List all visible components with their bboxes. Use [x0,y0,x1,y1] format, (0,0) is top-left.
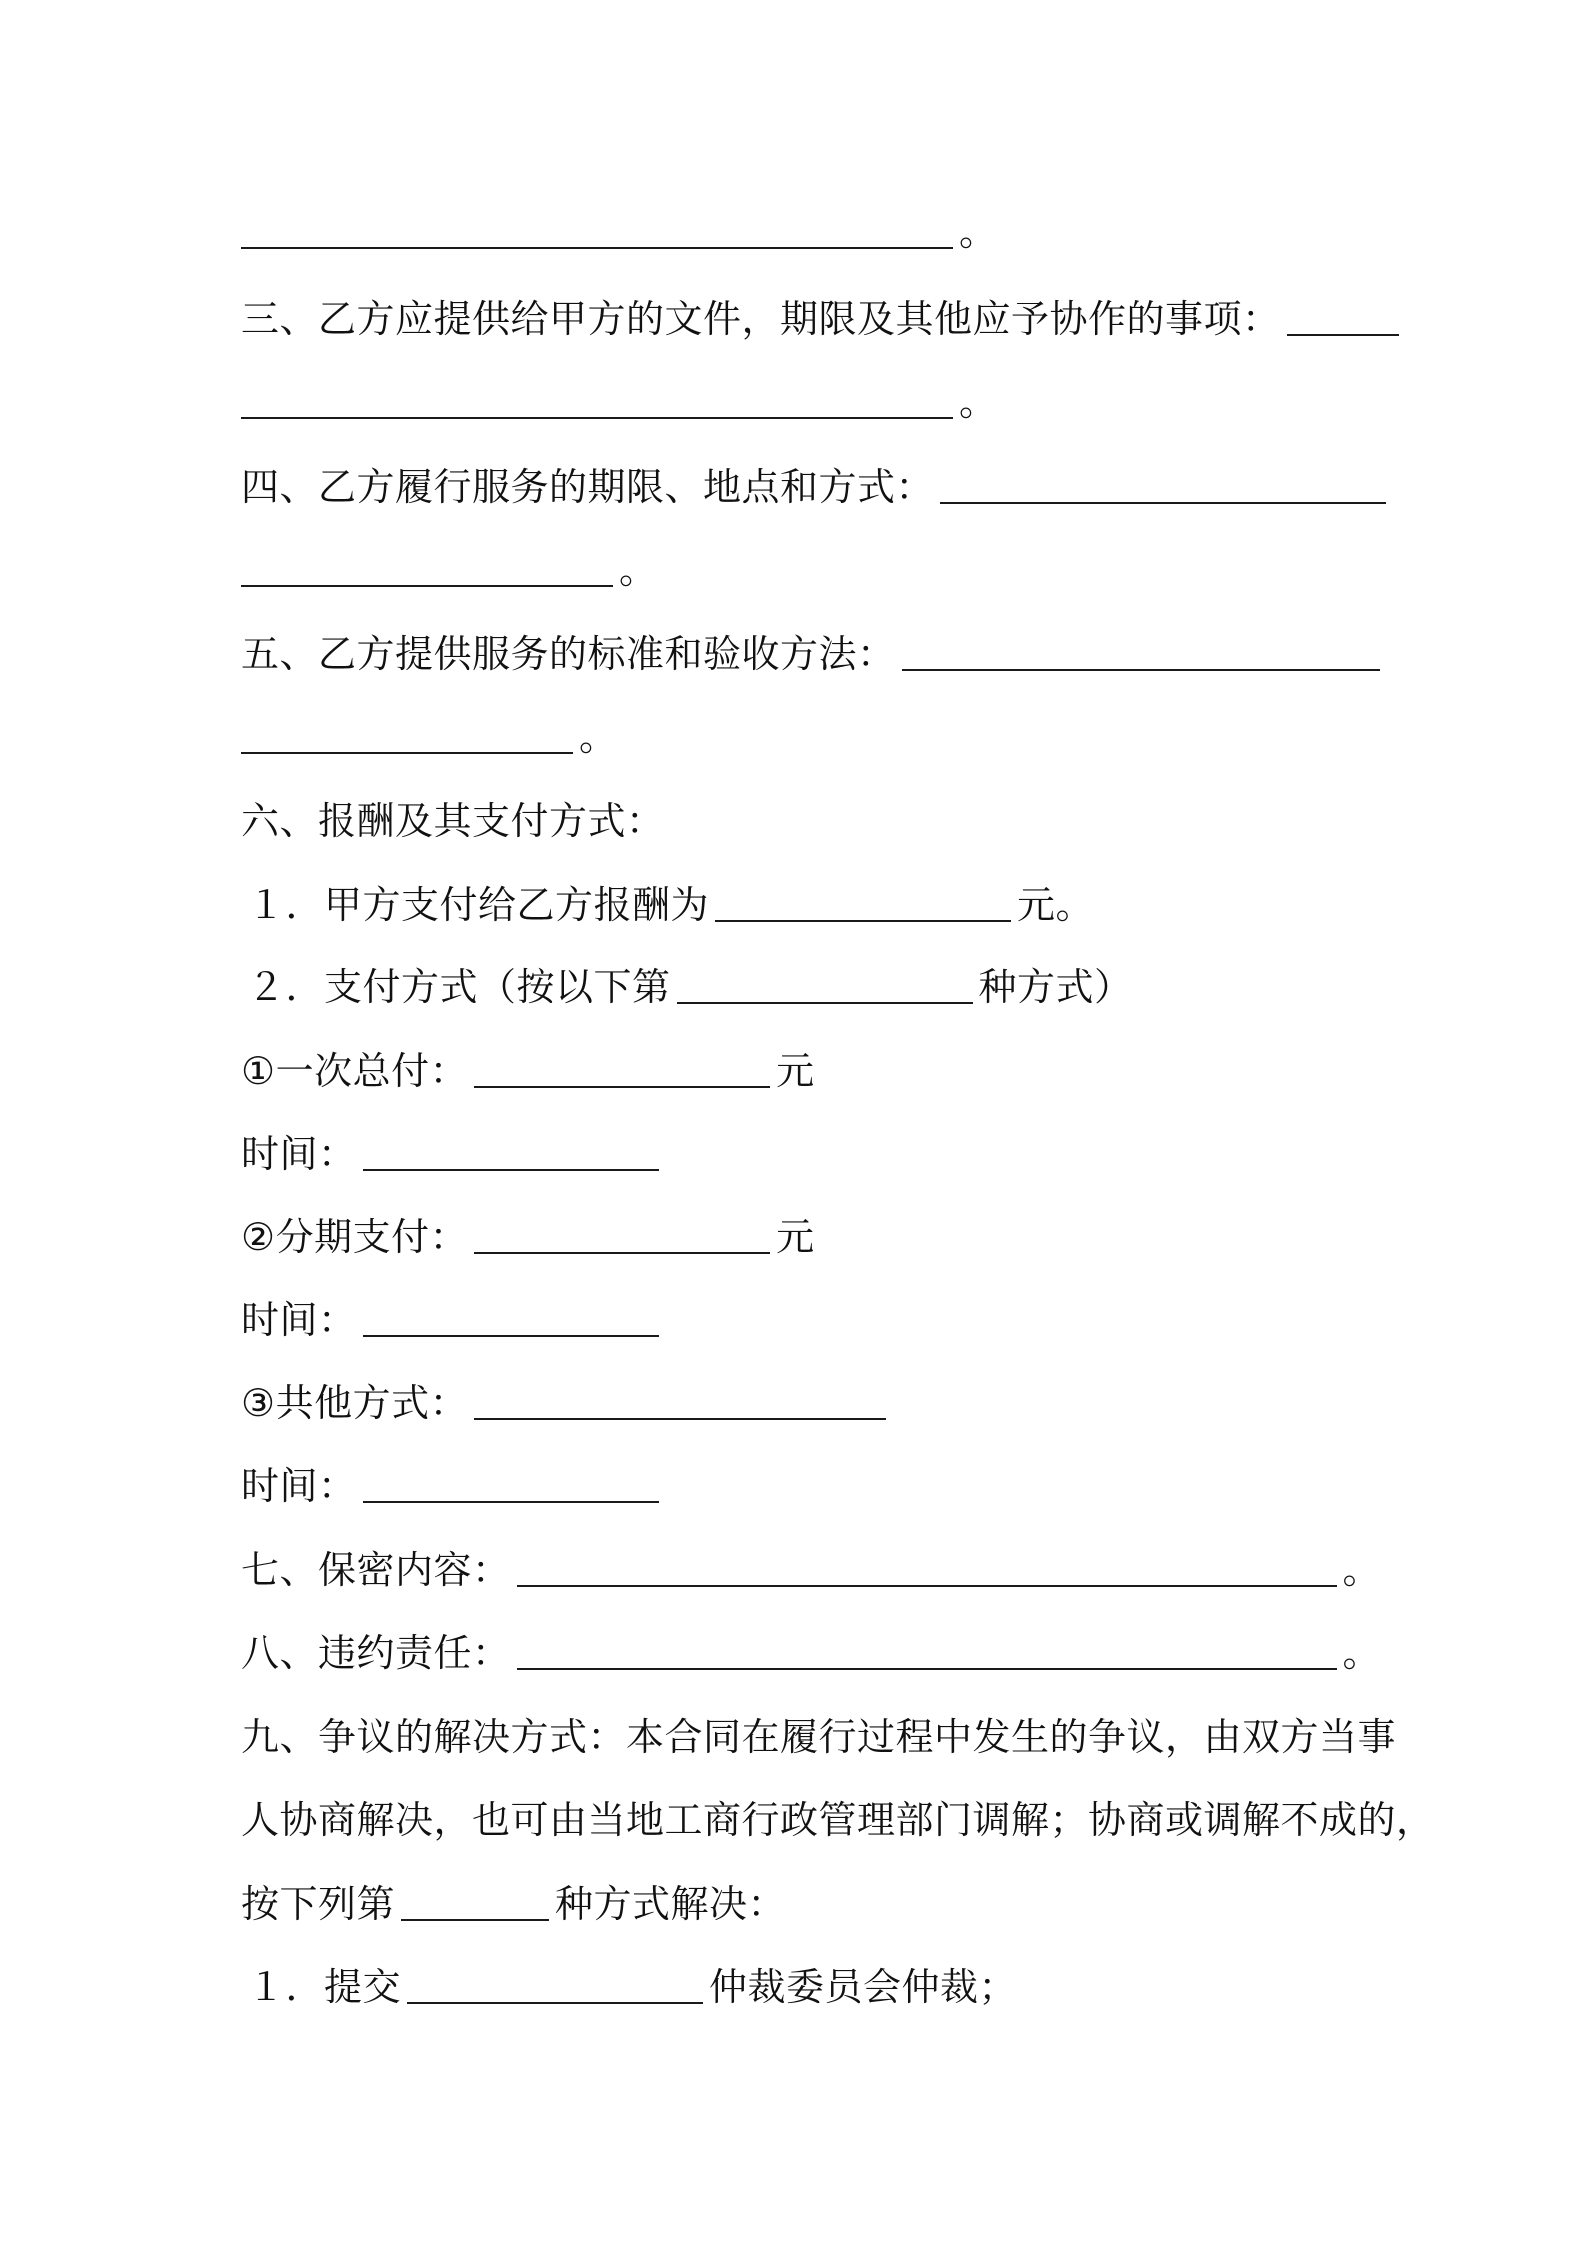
line-end-punct: 。 [579,715,618,759]
clause-5-continued-blank [241,700,618,760]
payment-amount-label: １．甲方支付给乙方报酬为 [247,883,710,927]
other-method-label: ③共他方式： [241,1381,469,1425]
fill-in-blank[interactable] [902,633,1380,671]
fill-in-blank[interactable] [241,381,953,419]
clause-9-choice-suffix: 种方式解决： [555,1882,787,1926]
fill-in-blank[interactable] [474,1382,886,1420]
clause-4-heading [241,450,1386,510]
payment-method-suffix: 种方式） [978,965,1133,1009]
time-label: 时间： [241,1298,357,1342]
payment-method-line [247,950,1133,1010]
fill-in-blank[interactable] [363,1465,659,1503]
time-label: 时间： [241,1464,357,1508]
time-label: 时间： [241,1132,357,1176]
fill-in-blank[interactable] [407,1966,703,2004]
clause-6-heading [241,784,665,844]
clause-3-continued-blank [241,365,998,425]
line-end-punct: 。 [959,210,998,254]
fill-in-blank[interactable] [677,966,973,1004]
installment-line [241,1200,815,1260]
fill-in-blank[interactable] [401,1883,549,1921]
lump-sum-unit: 元 [776,1049,815,1093]
lump-sum-label: ①一次总付： [241,1049,469,1093]
clause-9-choice-label: 按下列第 [241,1882,396,1926]
fill-in-blank[interactable] [517,1549,1337,1587]
fill-in-blank[interactable] [241,211,953,249]
fill-in-blank[interactable] [474,1050,770,1088]
installment-label: ②分期支付： [241,1215,469,1259]
payment-amount-line [247,868,1094,928]
clause-3-text: 三、乙方应提供给甲方的文件，期限及其他应予协作的事项： [241,297,1281,341]
fill-in-blank[interactable] [1287,298,1399,336]
continued-blank-line [241,195,998,255]
payment-amount-unit: 元。 [1017,883,1095,927]
lump-sum-line [241,1034,815,1094]
clause-5-heading [241,617,1380,677]
payment-method-label: ２．支付方式（按以下第 [247,965,671,1009]
clause-8-label: 八、违约责任： [241,1631,511,1675]
line-end-punct: 。 [1342,1631,1382,1675]
clause-7-line [241,1533,1381,1593]
clause-5-text: 五、乙方提供服务的标准和验收方法： [241,632,896,676]
lump-sum-time-line [241,1117,665,1177]
other-method-line [241,1366,892,1426]
fill-in-blank[interactable] [940,466,1386,504]
clause-9-line-2 [241,1783,1435,1843]
arbitration-line [247,1950,1017,2010]
clause-4-continued-blank [241,533,658,593]
clause-9-line-1 [241,1700,1396,1760]
clause-9-text-2: 人协商解决，也可由当地工商行政管理部门调解；协商或调解不成的， [241,1798,1435,1842]
fill-in-blank[interactable] [517,1632,1337,1670]
fill-in-blank[interactable] [363,1299,659,1337]
fill-in-blank[interactable] [474,1216,770,1254]
arbitration-label: １．提交 [247,1965,402,2009]
line-end-punct: 。 [959,380,998,424]
clause-8-line [241,1616,1381,1676]
clause-4-text: 四、乙方履行服务的期限、地点和方式： [241,465,935,509]
clause-9-text-1: 九、争议的解决方式：本合同在履行过程中发生的争议，由双方当事 [241,1715,1397,1759]
clause-9-line-3 [241,1867,786,1927]
fill-in-blank[interactable] [241,549,613,587]
arbitration-suffix: 仲裁委员会仲裁； [709,1965,1018,2009]
clause-3-heading [241,282,1399,342]
installment-time-line [241,1283,665,1343]
fill-in-blank[interactable] [241,716,573,754]
fill-in-blank[interactable] [363,1133,659,1171]
other-method-time-line [241,1449,665,1509]
fill-in-blank[interactable] [715,884,1011,922]
line-end-punct: 。 [619,548,658,592]
line-end-punct: 。 [1342,1548,1382,1592]
installment-unit: 元 [776,1215,815,1259]
clause-7-label: 七、保密内容： [241,1548,511,1592]
clause-6-text: 六、报酬及其支付方式： [241,799,665,843]
